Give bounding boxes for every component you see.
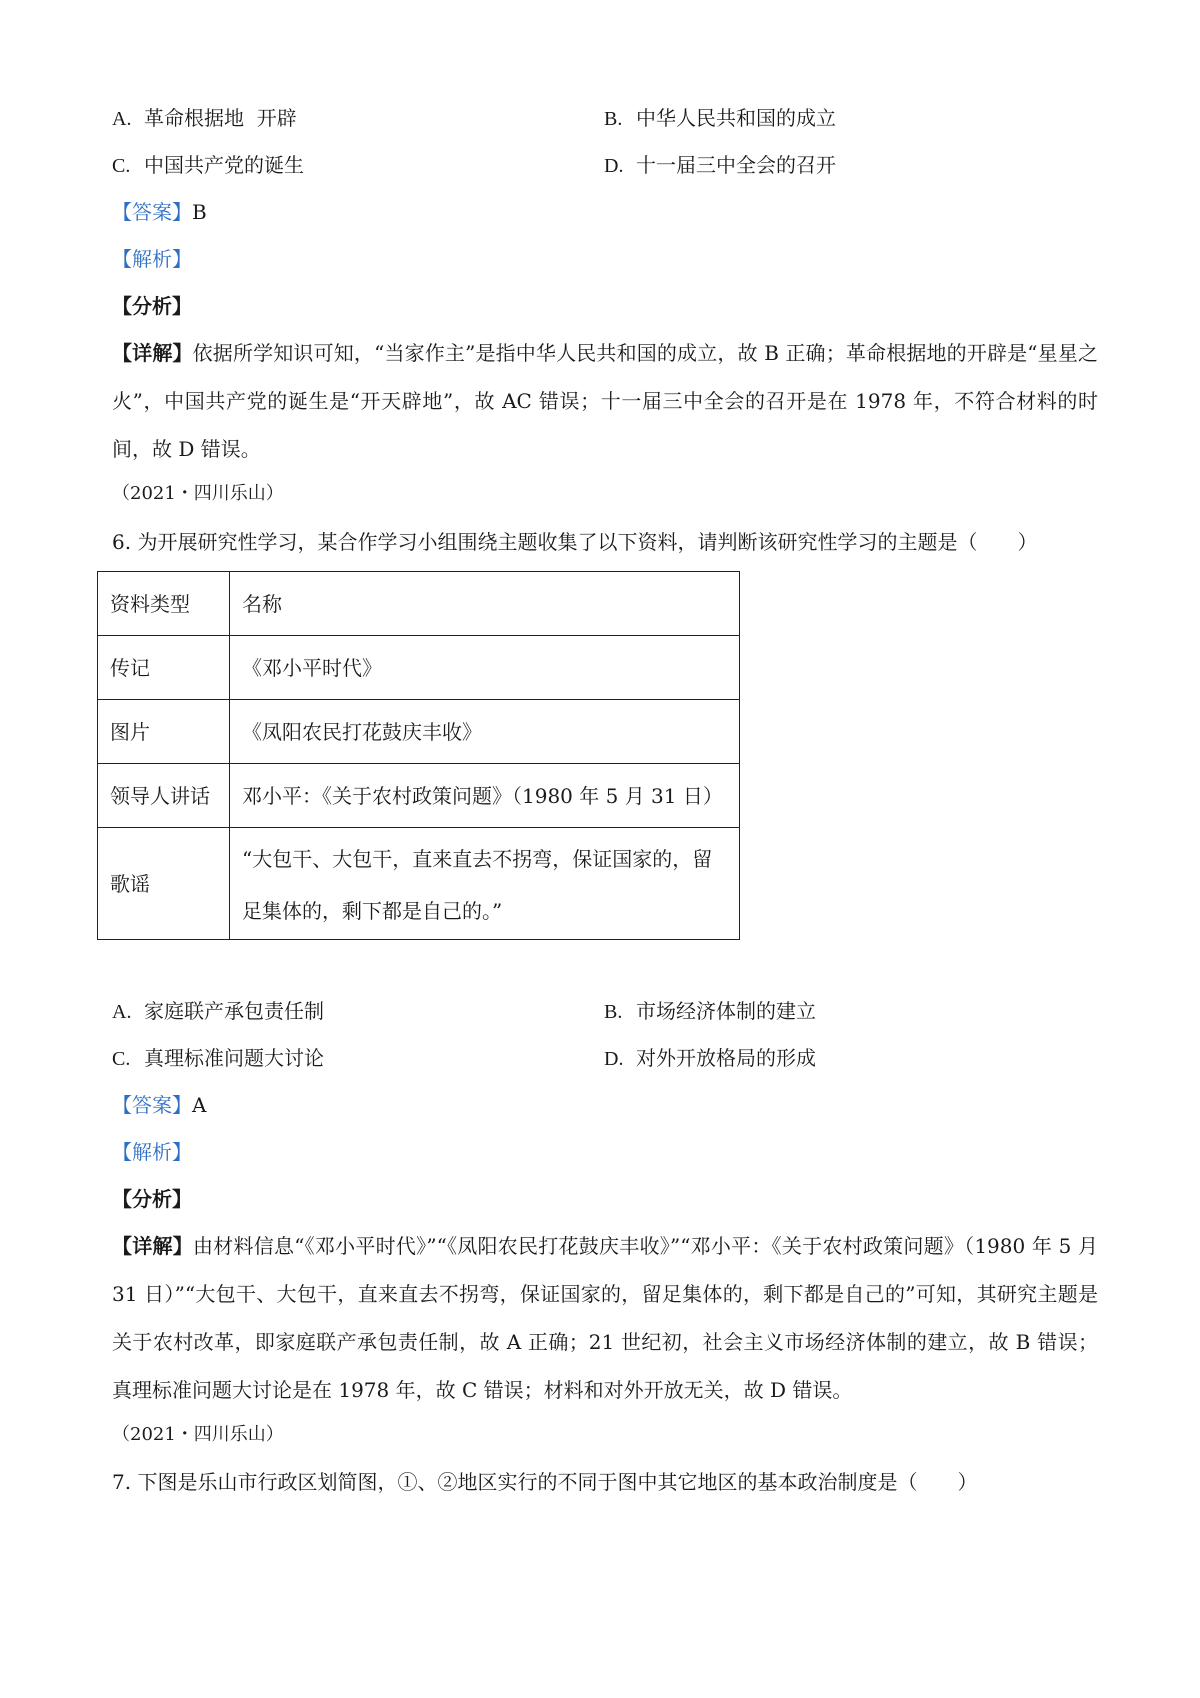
table-cell: 图片 [98, 700, 230, 764]
q5-fenxi-label: 【分析】 [112, 294, 192, 318]
option-letter: C. [112, 1048, 131, 1070]
q7-source: （2021・四川乐山） [112, 1424, 284, 1445]
detail-label: 【详解】 [112, 341, 193, 365]
q6-fenxi-label: 【分析】 [112, 1187, 192, 1211]
option-text: 真理标准问题大讨论 [144, 1046, 324, 1070]
table-cell: 《邓小平时代》 [230, 636, 740, 700]
table-cell: 歌谣 [98, 828, 230, 940]
q5-analysis-label: 【解析】 [112, 247, 192, 271]
detail-label: 【详解】 [112, 1234, 193, 1258]
option-letter: A. [112, 1001, 132, 1023]
answer-label: 【答案】 [112, 1093, 192, 1117]
answer-value: B [192, 200, 207, 224]
q6-detail [112, 1222, 1098, 1414]
q5-option-b [604, 103, 836, 134]
q6-option-b [604, 996, 816, 1027]
q5-detail [112, 329, 1098, 473]
q6-answer [112, 1090, 206, 1120]
q7-question: 7. 下图是乐山市行政区划简图，①、②地区实行的不同于图中其它地区的基本政治制度是（ ） [112, 1470, 978, 1494]
table-header-cell: 资料类型 [98, 572, 230, 636]
option-letter: C. [112, 155, 131, 177]
option-letter: B. [604, 1001, 623, 1023]
ballad-text: “大包干、大包干，直来直去不拐弯，保证国家的，留足集体的，剩下都是自己的。” [242, 846, 713, 923]
option-text: 中华人民共和国的成立 [636, 106, 836, 130]
table-cell: 领导人讲话 [98, 764, 230, 828]
detail-text: 依据所学知识可知，“当家作主”是指中华人民共和国的成立，故 B 正确；革命根据地的开辟是“星星之火”，中国共产党的诞生是“开天辟地”，故 AC 错误；十一届三中全会的召开是在 1978 年，不符合材料的时间，故 D 错误。 [112, 341, 1098, 461]
option-text: 十一届三中全会的召开 [636, 153, 836, 177]
option-letter: A. [112, 108, 132, 130]
table-cell: 传记 [98, 636, 230, 700]
option-text: 市场经济体制的建立 [636, 999, 816, 1023]
q5-option-a [112, 103, 297, 134]
detail-text: 由材料信息“《邓小平时代》”“《凤阳农民打花鼓庆丰收》”“邓小平：《关于农村政策问题》（1980 年 5 月 31 日）”“大包干、大包干，直来直去不拐弯，保证国家的，留足集体的，剩下都是自己的”可知，其研究主题是关于农村改革，即家庭联产承包责任制，故 A 正确；21 世纪初，社会主义市场经济体制的建立，故 B 错误；真理标准问题大讨论是在 1978 年，故 C 错误；材料和对外开放无关，故 D 错误。 [112, 1234, 1099, 1402]
table-cell [230, 828, 740, 940]
table-cell: 邓小平：《关于农村政策问题》（1980 年 5 月 31 日） [230, 764, 740, 828]
table-cell: 《凤阳农民打花鼓庆丰收》 [230, 700, 740, 764]
table-header-row [98, 572, 740, 636]
option-text: 中国共产党的诞生 [144, 153, 304, 177]
q6-analysis-label: 【解析】 [112, 1140, 192, 1164]
option-letter: D. [604, 1048, 624, 1070]
option-text: 家庭联产承包责任制 [144, 999, 324, 1023]
q6-option-d [604, 1043, 816, 1074]
option-text: 对外开放格局的形成 [636, 1046, 816, 1070]
table-row [98, 828, 740, 940]
answer-value: A [192, 1093, 207, 1117]
table-row [98, 700, 740, 764]
q5-option-d [604, 150, 836, 181]
option-text: 革命根据地 开辟 [144, 106, 297, 130]
table-header-cell: 名称 [230, 572, 740, 636]
table-row [98, 764, 740, 828]
option-letter: B. [604, 108, 623, 130]
q6-question: 6. 为开展研究性学习，某合作学习小组围绕主题收集了以下资料，请判断该研究性学习的主题是（ ） [112, 530, 1038, 554]
q5-option-c [112, 150, 304, 181]
q6-materials-table [97, 571, 740, 940]
q6-source: （2021・四川乐山） [112, 483, 284, 504]
option-letter: D. [604, 155, 624, 177]
answer-label: 【答案】 [112, 200, 192, 224]
q5-answer [112, 197, 207, 227]
q6-option-a [112, 996, 324, 1027]
table-row [98, 636, 740, 700]
q6-option-c [112, 1043, 324, 1074]
